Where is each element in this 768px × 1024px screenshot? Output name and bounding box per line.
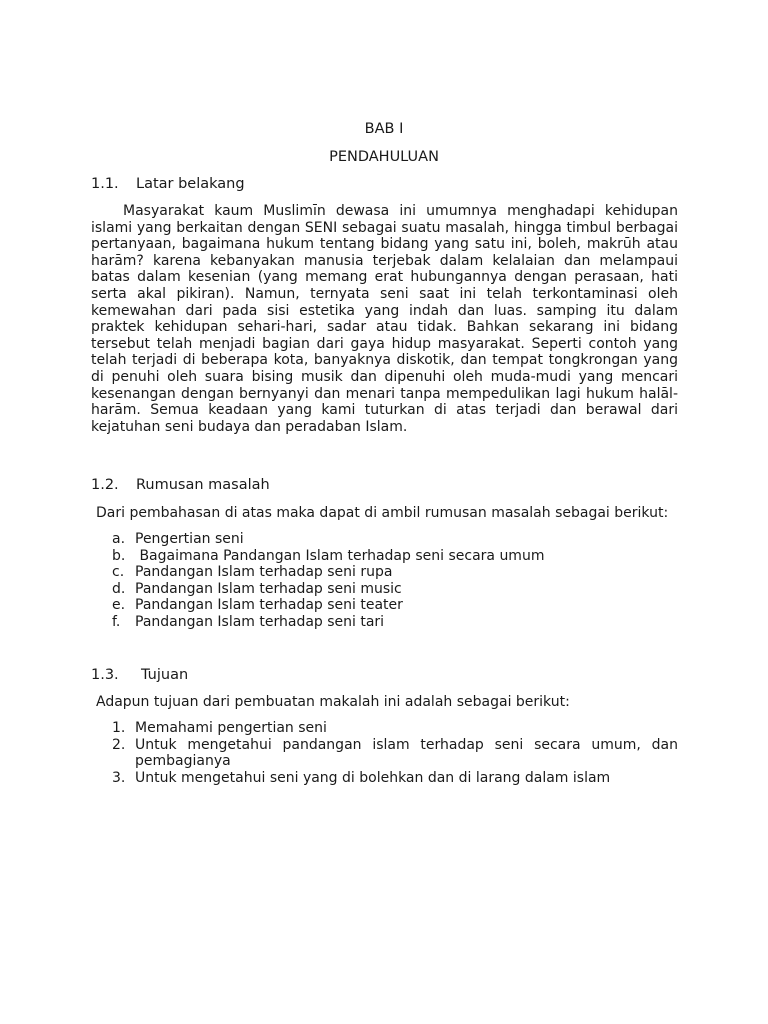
list-item — [91, 737, 678, 770]
section-number: 1.3. — [91, 667, 119, 683]
list-item-text: Bagaimana Pandangan Islam terhadap seni secara umum — [135, 547, 545, 564]
section-number: 1.2. — [91, 477, 119, 493]
list-item-text: Pandangan Islam terhadap seni tari — [135, 613, 385, 630]
list-item — [91, 564, 678, 581]
list-item-text: Pandangan Islam terhadap seni rupa — [135, 564, 393, 581]
list-item — [91, 597, 678, 614]
problem-list — [91, 531, 678, 631]
list-item-text: Pandangan Islam terhadap seni teater — [135, 597, 403, 614]
section-heading-tujuan — [91, 667, 188, 684]
list-marker: 1. — [112, 720, 126, 736]
section-title: Rumusan masalah — [136, 477, 270, 493]
section-heading-latar-belakang — [91, 176, 245, 193]
list-item-text: Untuk mengetahui seni yang di bolehkan dan di larang dalam islam — [135, 769, 611, 786]
list-marker: c. — [112, 564, 125, 581]
list-marker: a. — [112, 531, 126, 547]
list-marker: 2. — [112, 736, 126, 753]
list-marker: b. — [112, 547, 126, 564]
list-item-text: Pandangan Islam terhadap seni music — [135, 580, 402, 597]
list-item — [91, 581, 678, 598]
list-item — [91, 614, 678, 631]
list-item-text: Untuk mengetahui pandangan islam terhadap seni secara umum, dan pembagianya — [135, 736, 678, 770]
section-number: 1.1. — [91, 176, 119, 192]
chapter-label: BAB I — [364, 121, 404, 137]
problem-intro: Dari pembahasan di atas maka dapat di ambil rumusan masalah sebagai berikut: — [96, 505, 669, 521]
list-marker: 3. — [112, 769, 126, 786]
chapter-title: PENDAHULUAN — [329, 149, 439, 165]
list-item — [91, 720, 678, 737]
list-item-text: Memahami pengertian seni — [135, 720, 327, 736]
list-item — [91, 531, 678, 548]
list-item — [91, 548, 678, 565]
section-heading-rumusan-masalah — [91, 477, 270, 494]
section-title: Tujuan — [141, 667, 189, 683]
objective-intro: Adapun tujuan dari pembuatan makalah ini adalah sebagai berikut: — [96, 694, 570, 710]
list-item — [91, 770, 678, 787]
section-title: Latar belakang — [136, 176, 245, 192]
list-marker: e. — [112, 597, 126, 614]
list-marker: f. — [112, 613, 121, 630]
list-marker: d. — [112, 580, 126, 597]
list-item-text: Pengertian seni — [135, 531, 244, 547]
background-paragraph: Masyarakat kaum Muslimīn dewasa ini umumnya menghadapi kehidupan islami yang berkaitan dengan SENI sebagai suatu masalah, hingga timbul berbagai pertanyaan, bagaimana hukum tentang bidang yang satu ini, boleh, makrūh atau harām? karena kebanyakan manusia terjebak dalam kelalaian dan melampaui batas dalam kesenian (yang memang erat hubungannya dengan perasaan, hati serta akal pikiran). Namun, ternyata seni saat ini telah terkontaminasi oleh kemewahan dari pada sisi estetika yang indah dan luas. samping itu dalam praktek kehidupan sehari-hari, sadar atau tidak. Bahkan sekarang ini bidang tersebut telah menjadi bagian dari gaya hidup masyarakat. Seperti contoh yang telah terjadi di beberapa kota, banyaknya diskotik, dan tempat tongkrongan yang di penuhi oleh suara bising musik dan dipenuhi oleh muda-mudi yang mencari kesenangan dengan bernyanyi dan menari tanpa mempedulikan lagi hukum halāl-harām. Semua keadaan yang kami tuturkan di atas terjadi dan berawal dari kejatuhan seni budaya dan peradaban Islam. — [91, 203, 678, 435]
objective-list — [91, 720, 678, 786]
